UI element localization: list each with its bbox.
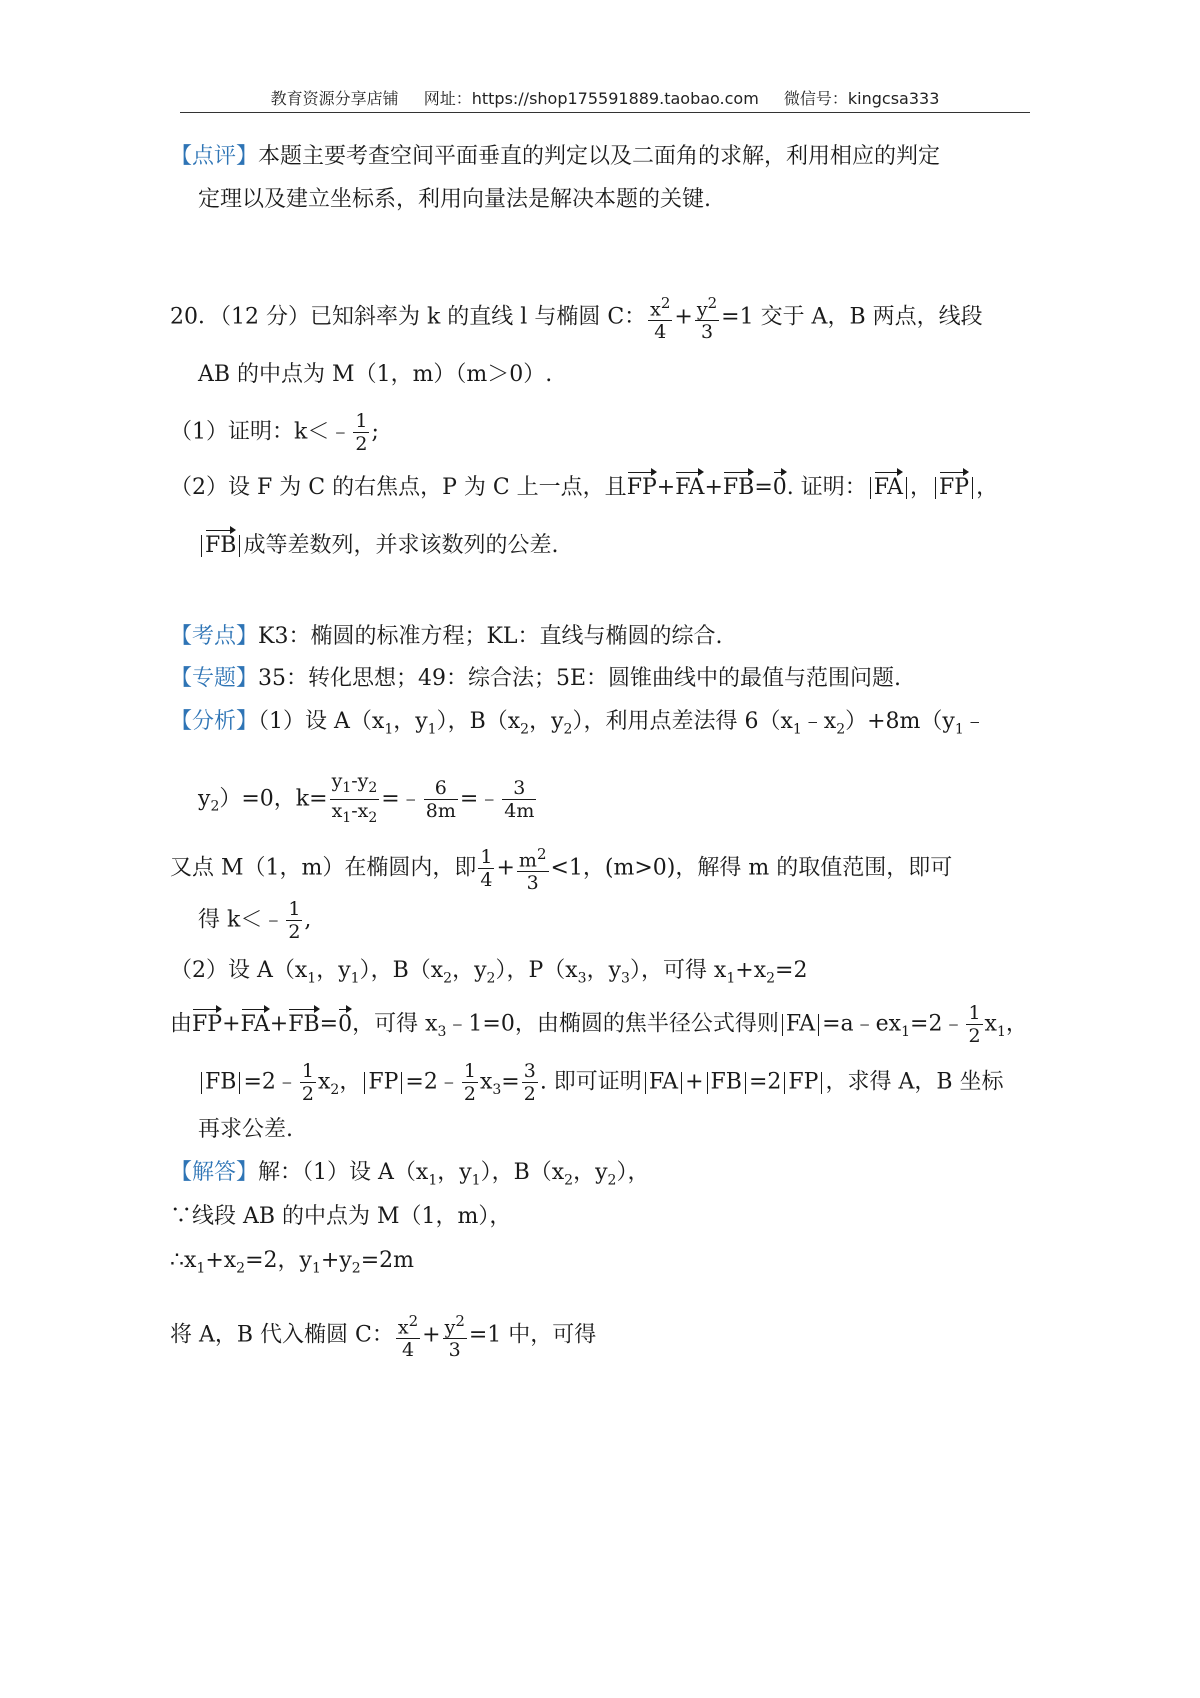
dianping-tag: 【点评】: [170, 144, 259, 169]
jieda-line3: $\therefore x_1+x_2=2$，$y_1+y_2=2m$: [170, 1248, 414, 1277]
wechat-id: 微信号：kingcsa333: [783, 89, 940, 108]
jieda-line1: 【解答】解：（1）设 $A(x_1$，$y_1$），$B(x_2$，$y_2$），: [170, 1160, 650, 1189]
fenxi-line5: （2）设 $A(x_1$，$y_1$），$B(x_2$，$y_2$），$P(x_3$，$y_3$），可得 $x_1+x_2=2$: [170, 958, 808, 987]
fenxi-line7: FB =2﹣ $\frac{1}{2}$ $x_2$， FP =2﹣ $\frac{1}{2}$ $x_3=$ $\frac{3}{2}$ . 即可证明 FA + FB =2 FP ，求得 A，B 坐标: [198, 1060, 1004, 1105]
q20-part2: （2）设 F 为 C 的右焦点，P 为 C 上一点，且FP+FA+FB=0. 证明： FA ， FP ，: [170, 470, 998, 503]
vector-FB: FB: [723, 470, 754, 503]
fenxi-line2: $y_2)=0$，k= $\frac{y_1-y_2}{x_1-x_2}$ =﹣ $\frac{6}{8m}$ =﹣ $\frac{3}{4m}$: [198, 770, 538, 829]
zhuanti-tag: 【专题】: [170, 666, 259, 691]
jieda-line4: 将 A，B 代入椭圆 C： $\frac{x^2}{4}$ + $\frac{y^2}{3}$ =1 中，可得: [170, 1312, 597, 1362]
vector-FA: FA: [675, 470, 704, 503]
q20-part1: （1）证明：k＜﹣ $\frac{1}{2}$ ;: [170, 410, 379, 455]
fraction-y2-3: $\frac{y^2}{3}$: [696, 294, 718, 344]
kaodian-tag: 【考点】: [170, 624, 259, 649]
fraction-slope: $\frac{y_1-y_2}{x_1-x_2}$: [331, 770, 378, 826]
shop-name: 教育资源分享店铺: [270, 89, 399, 108]
dianping-line2: 定理以及建立坐标系，利用向量法是解决本题的关键.: [198, 187, 711, 212]
fenxi-line3: 又点 M（1，m）在椭圆内，即 $\frac{1}{4}$ + $\frac{m^2}{3}$ <1，(m>0)，解得 m 的取值范围，即可: [170, 845, 953, 895]
header-divider: [180, 112, 1030, 113]
q20-line1: 20．（12 分）已知斜率为 k 的直线 l 与椭圆 C： $\frac{x^2}{4}$ + $\frac{y^2}{3}$ =1 交于 A，B 两点，线段: [170, 294, 983, 344]
q20-part2-cont: FB 成等差数列，并求该数列的公差.: [198, 528, 558, 561]
zhuanti-line: 【专题】35：转化思想；49：综合法；5E：圆锥曲线中的最值与范围问题.: [170, 666, 902, 691]
fraction-3-4m: $\frac{3}{4m}$: [504, 776, 535, 822]
shop-url: 网址：https://shop175591889.taobao.com: [423, 89, 759, 108]
fenxi-line8: 再求公差.: [198, 1117, 293, 1142]
fenxi-line1: 【分析】（1）设 $A(x_1$，$y_1$），$B(x_2$，$y_2$），利用点差法得 $6(x_1﹣x_2)+8m(y_1﹣$: [170, 709, 986, 738]
q20-line2: AB 的中点为 M（1，m）（m＞0）.: [198, 362, 553, 387]
jieda-line2: ∵线段 AB 的中点为 M（1，m），: [170, 1204, 512, 1229]
fraction-1-2: $\frac{1}{2}$: [355, 410, 368, 455]
fraction-6-8m: $\frac{6}{8m}$: [425, 776, 456, 822]
kaodian-line: 【考点】K3：椭圆的标准方程；KL：直线与椭圆的综合.: [170, 624, 723, 649]
vector-FP: FP: [627, 470, 657, 503]
fraction-x2-4: $\frac{x^2}{4}$: [650, 294, 671, 344]
fenxi-tag: 【分析】: [170, 709, 259, 734]
page-header: [180, 86, 1030, 109]
vector-zero: 0: [773, 470, 787, 503]
fenxi-line6: 由FP+FA+FB=0，可得 $x_3﹣1=0$，由椭圆的焦半径公式得则 FA $=a﹣ex_1=2﹣$ $\frac{1}{2}$ $x_1$，: [170, 1002, 1028, 1047]
jieda-tag: 【解答】: [170, 1160, 259, 1185]
fenxi-line4: 得 k＜﹣ $\frac{1}{2}$ ,: [198, 898, 312, 943]
dianping-line1: 【点评】本题主要考查空间平面垂直的判定以及二面角的求解，利用相应的判定: [170, 144, 941, 169]
